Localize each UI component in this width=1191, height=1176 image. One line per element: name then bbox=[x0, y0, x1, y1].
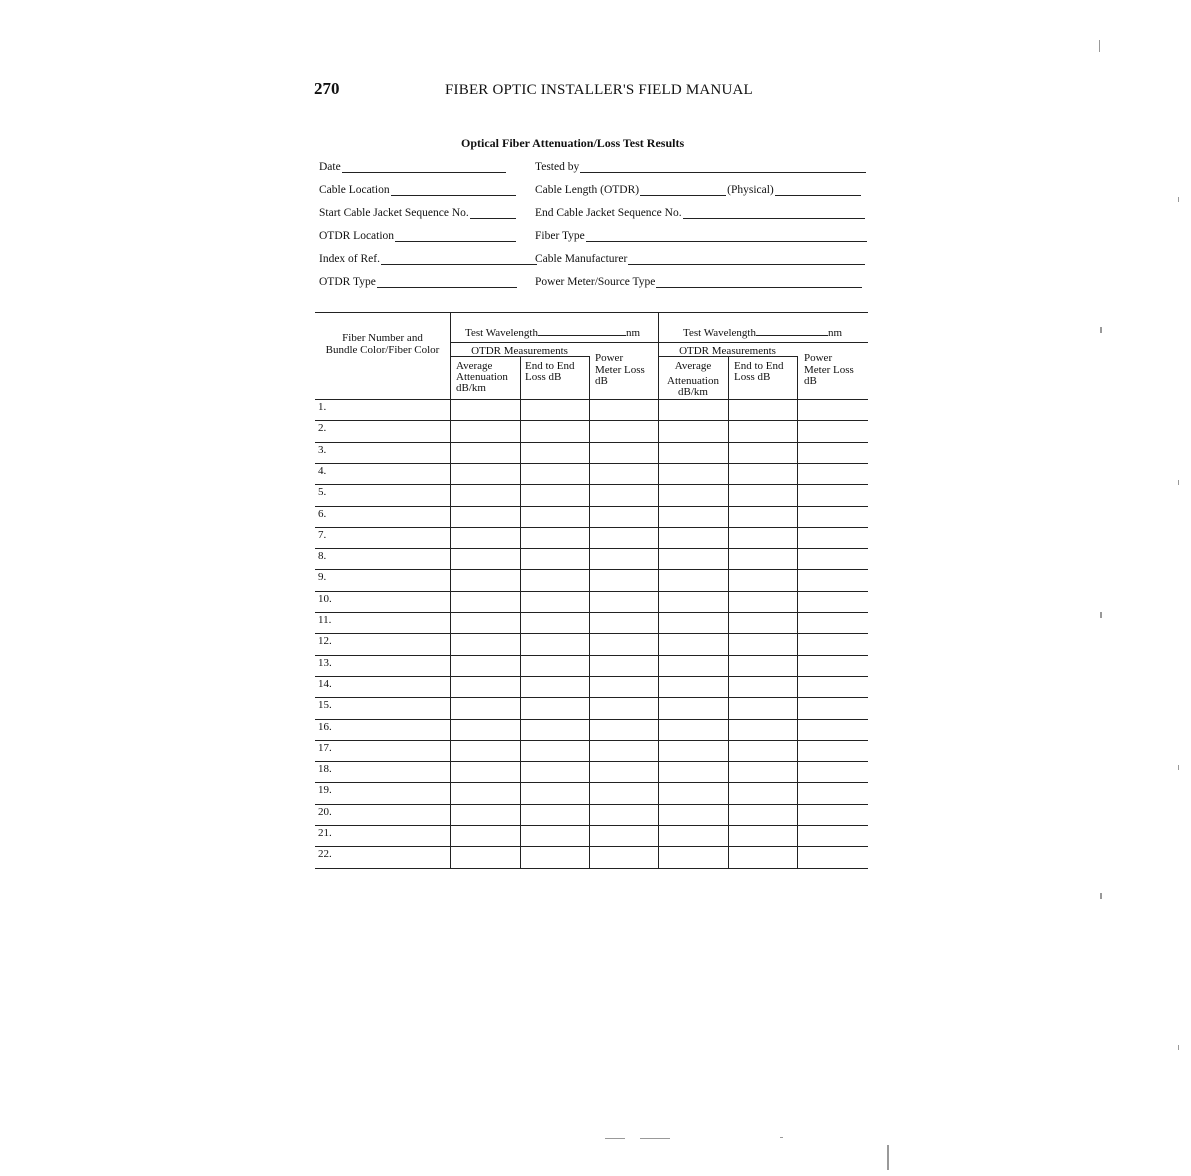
results-table bbox=[315, 312, 868, 869]
left-field bbox=[319, 157, 506, 173]
field-label: Index of Ref. bbox=[319, 253, 380, 265]
field-blank[interactable] bbox=[580, 161, 866, 173]
fiber-row-number: 19. bbox=[318, 784, 332, 797]
right-field bbox=[535, 226, 867, 242]
running-head: FIBER OPTIC INSTALLER'S FIELD MANUAL bbox=[445, 82, 753, 98]
power-meter-header: dB bbox=[595, 375, 608, 387]
fiber-row-number: 17. bbox=[318, 741, 332, 754]
table-row-rule bbox=[315, 868, 868, 869]
table-row-rule bbox=[315, 825, 868, 826]
field-blank[interactable] bbox=[640, 184, 726, 196]
scan-speck bbox=[640, 1138, 670, 1139]
wavelength-label: Test Wavelength bbox=[683, 327, 756, 339]
field-label: End Cable Jacket Sequence No. bbox=[535, 207, 682, 219]
otdr-measurements-label: OTDR Measurements bbox=[471, 345, 568, 357]
right-field bbox=[535, 157, 866, 173]
table-row-rule bbox=[315, 548, 868, 549]
field-label: OTDR Location bbox=[319, 230, 395, 242]
avg-attenuation-header: Average bbox=[456, 360, 493, 372]
table-row-rule bbox=[315, 527, 868, 528]
right-field bbox=[535, 180, 861, 196]
field-blank[interactable] bbox=[656, 276, 862, 288]
left-field bbox=[319, 203, 516, 219]
fiber-row-number: 5. bbox=[318, 486, 327, 499]
table-row-rule bbox=[315, 612, 868, 613]
scan-speck bbox=[1178, 1045, 1179, 1050]
power-meter-header: Power bbox=[804, 352, 833, 364]
fiber-row-number: 14. bbox=[318, 677, 332, 690]
fiber-row-number: 1. bbox=[318, 401, 327, 413]
field-label: Date bbox=[319, 161, 341, 173]
field-label: Cable Location bbox=[319, 184, 390, 196]
fiber-header: Bundle Color/Fiber Color bbox=[325, 344, 440, 356]
power-meter-header: dB bbox=[804, 375, 817, 387]
scan-speck bbox=[1178, 197, 1179, 202]
fiber-row-number: 9. bbox=[318, 571, 327, 584]
right-field bbox=[535, 249, 865, 265]
left-field bbox=[319, 249, 537, 265]
table-row-rule bbox=[315, 506, 868, 507]
test-wavelength-1 bbox=[465, 326, 670, 339]
field-label: OTDR Type bbox=[319, 276, 376, 288]
fiber-row-number: 12. bbox=[318, 635, 332, 648]
table-row-rule bbox=[315, 591, 868, 592]
scan-speck bbox=[1178, 765, 1179, 770]
physical-label: (Physical) bbox=[727, 184, 774, 196]
scan-speck bbox=[780, 1137, 783, 1138]
form-title: Optical Fiber Attenuation/Loss Test Results bbox=[461, 136, 685, 150]
table-row-rule bbox=[315, 846, 868, 847]
table-row-rule bbox=[315, 782, 868, 783]
field-label: Tested by bbox=[535, 161, 580, 173]
scan-speck bbox=[605, 1138, 625, 1139]
fiber-row-number: 20. bbox=[318, 805, 332, 818]
scan-speck bbox=[1099, 40, 1100, 52]
table-row-rule bbox=[315, 697, 868, 698]
fiber-row-number: 7. bbox=[318, 528, 327, 541]
avg-attenuation-header: dB/km bbox=[456, 382, 486, 394]
fiber-row-number: 3. bbox=[318, 443, 327, 456]
otdr-measurements-label: OTDR Measurements bbox=[679, 345, 776, 357]
field-blank[interactable] bbox=[342, 161, 506, 173]
fiber-row-number: 16. bbox=[318, 720, 332, 733]
power-meter-header: Power bbox=[595, 352, 624, 364]
field-label: Start Cable Jacket Sequence No. bbox=[319, 207, 469, 219]
right-field bbox=[535, 272, 862, 288]
end-to-end-header: End to End bbox=[525, 360, 575, 372]
table-row-rule bbox=[315, 804, 868, 805]
fiber-row-number: 4. bbox=[318, 464, 327, 477]
fiber-row-number: 8. bbox=[318, 550, 327, 563]
page-number: 270 bbox=[314, 79, 340, 98]
fiber-row-number: 22. bbox=[318, 848, 332, 861]
fiber-row-number: 21. bbox=[318, 827, 332, 839]
table-row-rule bbox=[315, 655, 868, 656]
header-bottom-rule bbox=[315, 399, 868, 400]
scan-speck bbox=[887, 1145, 889, 1170]
end-to-end-header: End to End bbox=[734, 360, 784, 372]
table-row-rule bbox=[315, 633, 868, 634]
wavelength-label: Test Wavelength bbox=[465, 327, 538, 339]
field-blank[interactable] bbox=[395, 230, 516, 242]
left-field bbox=[319, 226, 516, 242]
end-to-end-header: Loss dB bbox=[734, 371, 771, 383]
wavelength-rule bbox=[658, 342, 868, 343]
scan-speck bbox=[1100, 327, 1102, 333]
field-blank[interactable] bbox=[381, 253, 537, 265]
power-meter-header: Meter Loss bbox=[595, 364, 645, 376]
field-label: Cable Length (OTDR) bbox=[535, 184, 640, 196]
table-row-rule bbox=[315, 442, 868, 443]
fiber-row-number: 6. bbox=[318, 507, 327, 520]
field-label: Power Meter/Source Type bbox=[535, 276, 656, 288]
left-field bbox=[319, 180, 516, 196]
table-row-rule bbox=[315, 420, 868, 421]
table-row-rule bbox=[315, 761, 868, 762]
field-blank[interactable] bbox=[628, 253, 865, 265]
avg-attenuation-header: Attenuation bbox=[667, 375, 719, 387]
scan-speck bbox=[1178, 480, 1179, 485]
nm-label: nm bbox=[625, 327, 641, 339]
wavelength-blank[interactable] bbox=[538, 326, 626, 336]
wavelength-blank[interactable] bbox=[756, 326, 828, 336]
fiber-row-number: 11. bbox=[318, 614, 332, 626]
fiber-row-number: 13. bbox=[318, 656, 332, 669]
table-row-rule bbox=[315, 719, 868, 720]
test-wavelength-2 bbox=[683, 326, 888, 339]
fiber-row-number: 15. bbox=[318, 699, 332, 712]
table-top-rule bbox=[315, 312, 868, 313]
field-label: Fiber Type bbox=[535, 230, 585, 242]
field-label: Cable Manufacturer bbox=[535, 253, 628, 265]
table-row-rule bbox=[315, 740, 868, 741]
left-field bbox=[319, 272, 517, 288]
power-meter-header: Meter Loss bbox=[804, 364, 854, 376]
nm-label: nm bbox=[827, 327, 843, 339]
fiber-row-number: 18. bbox=[318, 763, 332, 776]
table-row-rule bbox=[315, 484, 868, 485]
table-row-rule bbox=[315, 569, 868, 570]
scan-speck bbox=[1100, 612, 1102, 618]
field-blank[interactable] bbox=[775, 184, 861, 196]
fiber-header: Fiber Number and bbox=[342, 332, 423, 344]
field-blank[interactable] bbox=[391, 184, 516, 196]
field-blank[interactable] bbox=[377, 276, 517, 288]
fiber-row-number: 2. bbox=[318, 422, 327, 435]
avg-attenuation-header: Attenuation bbox=[456, 371, 508, 383]
wavelength-rule bbox=[450, 342, 658, 343]
right-field bbox=[535, 203, 865, 219]
avg-attenuation-header: dB/km bbox=[678, 386, 708, 398]
field-blank[interactable] bbox=[683, 207, 865, 219]
fiber-row-number: 10. bbox=[318, 592, 332, 605]
table-row-rule bbox=[315, 463, 868, 464]
avg-attenuation-header: Average bbox=[674, 360, 712, 372]
scan-speck bbox=[1100, 893, 1102, 899]
field-blank[interactable] bbox=[586, 230, 867, 242]
end-to-end-header: Loss dB bbox=[525, 371, 562, 383]
table-row-rule bbox=[315, 676, 868, 677]
field-blank[interactable] bbox=[470, 207, 516, 219]
